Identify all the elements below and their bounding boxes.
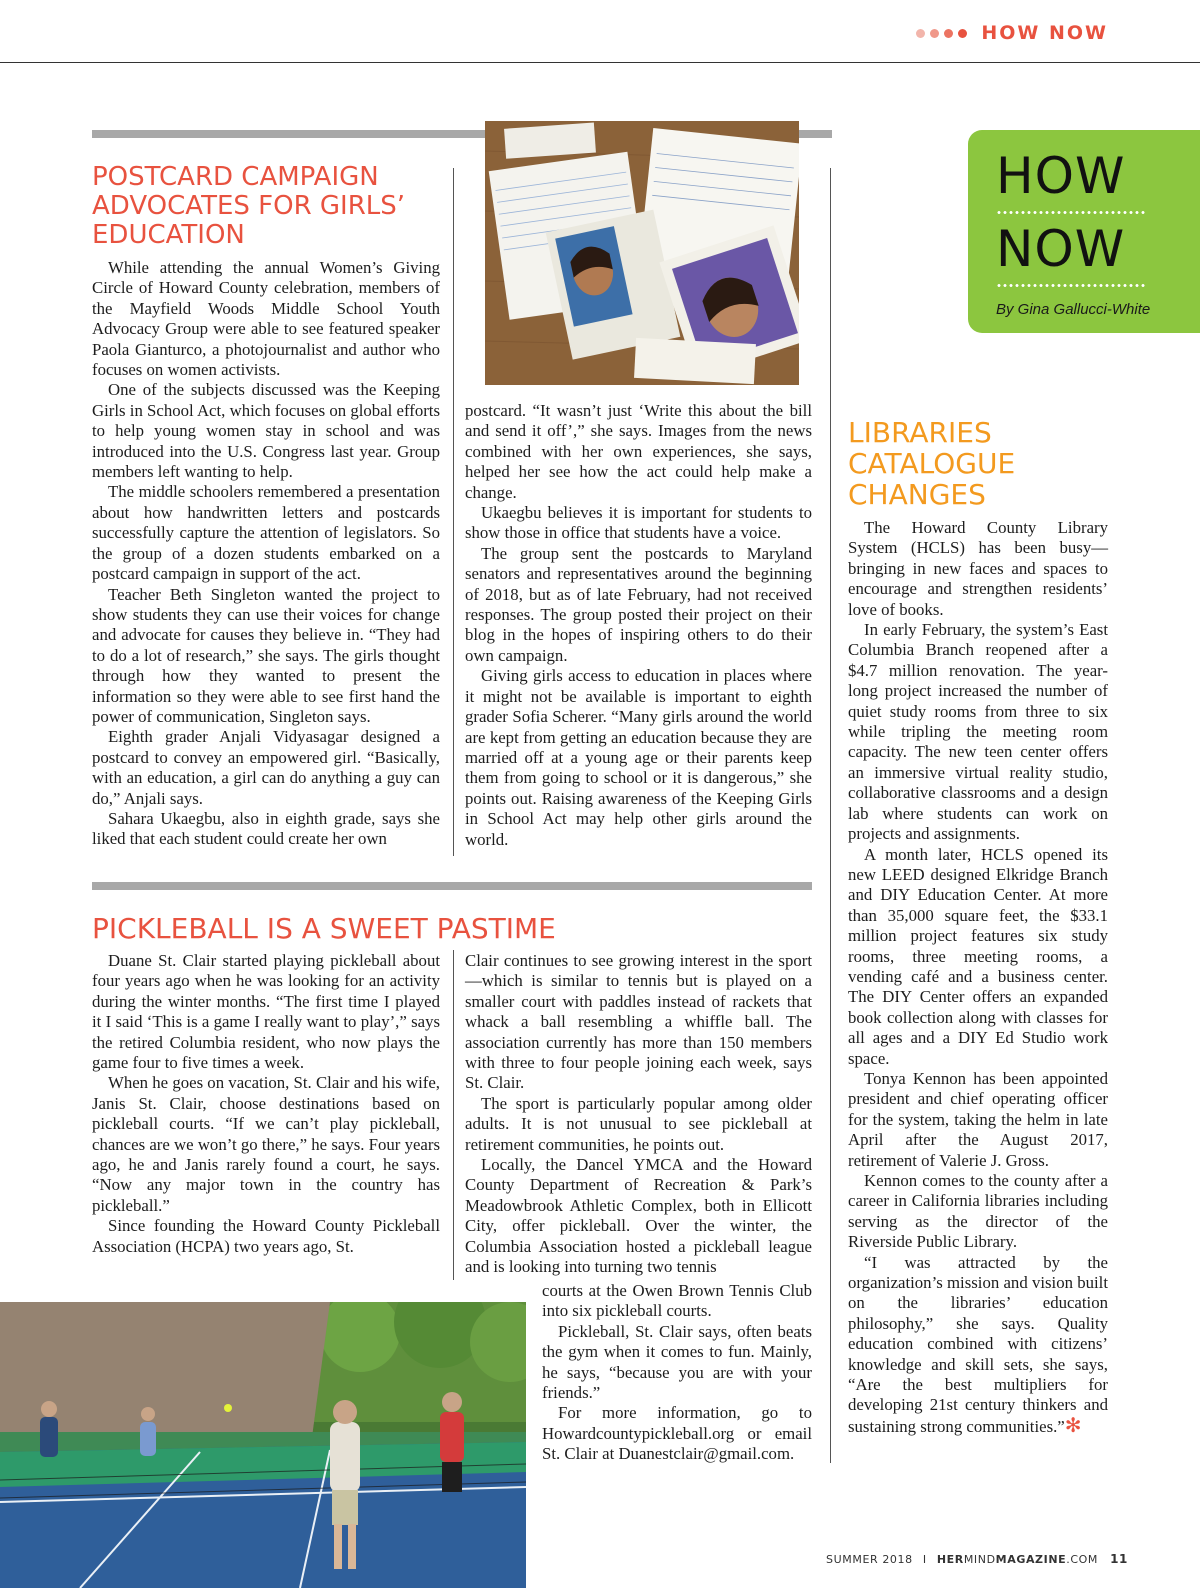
paragraph: While attending the annual Women’s Giving Circle of Howard County celebration, members of the Mayfield Woods Middle School Youth Advocacy Group were able to see featured speaker Paola Gianturco, a photojournalist and author who focuses on women activists. <box>92 258 440 380</box>
footer-site-her: HER <box>936 1553 964 1566</box>
footer-site-magazine: MAGAZINE <box>995 1553 1067 1566</box>
paragraph: The group sent the postcards to Maryland senators and representatives around the beginning of 2018, but as of late February, had not received responses. The group posted their project on their blog in the hopes of inspiring others to do their own campaign. <box>465 543 812 665</box>
pickleball-column-2 <box>465 951 812 1278</box>
paragraph: The middle schoolers remembered a presentation about how handwritten letters and postcards successfully capture the attention of legislators. So the group of a dozen students embarked on a postcard campaign in support of the act. <box>92 482 440 584</box>
paragraph: Eighth grader Anjali Vidyasagar designed a postcard to convey an empowered girl. “Basically, with an education, a girl can do anything a guy can do,” Anjali says. <box>92 727 440 808</box>
how-word: HOW <box>996 147 1126 205</box>
now-word: NOW <box>996 220 1126 278</box>
paragraph: One of the subjects discussed was the Keeping Girls in School Act, which focuses on global efforts to help young women stay in school and was introduced into the U.S. Congress last year. Group members left wanting to help. <box>92 380 440 482</box>
section-dots <box>916 29 967 38</box>
paragraph: postcard. “It wasn’t just ‘Write this about the bill and send it off’,” she says. Images from the news combined with her own experiences, she says, helped her see how the act could help make a change. <box>465 401 812 502</box>
mid-gray-rule <box>92 882 812 890</box>
paragraph-text: “I was attracted by the organization’s mission and vision built on the libraries’ education philosophy,” she says. Quality education combined with citizens’ knowledge and skill sets, she says, “Are the best multipliers for developing 21st century thinkers and sustaining strong communities.” <box>848 1252 1108 1436</box>
dot-icon <box>944 29 953 38</box>
libraries-headline <box>848 417 1128 510</box>
byline: By Gina Gallucci-White <box>996 301 1151 318</box>
paragraph: Clair continues to see growing interest in the sport—which is similar to tennis but is played on a smaller court with paddles instead of rackets that whack a ball resembling a whiffle ball. The association currently has more than 150 members with three to four people joining each week, says St. Clair. <box>465 951 812 1093</box>
paragraph: Tonya Kennon has been appointed president and chief operating officer for the system, taking the helm in late April after the August 2017, retirement of Valerie J. Gross. <box>848 1068 1108 1170</box>
paragraph: Giving girls access to education in places where it might not be available is important to eighth grader Sofia Scherer. “Many girls around the world are kept from getting an education because they are married off at a young age or their parents keep them from going to school or it is dangerous,” she points out. Raising awareness of the Keeping Girls in School Act may help other girls around the world. <box>465 666 812 849</box>
postcard-column-1 <box>92 258 440 850</box>
paragraph: Teacher Beth Singleton wanted the project to show students they can use their voices for change and advocate for causes they believe in. “They had to do a lot of research,” she says. The girls thought through how they wanted to present the information so they were able to see first hand the power of communication, Singleton says. <box>92 584 440 726</box>
paragraph: The sport is particularly popular among older adults. It is not unusual to see pickleball at retirement communities, he points out. <box>465 1093 812 1154</box>
pickleball-photo <box>0 1302 526 1588</box>
dotted-divider <box>996 211 1146 214</box>
paragraph: Ukaegbu believes it is important for students to show those in office that students have a voice. <box>465 503 812 543</box>
footer-season: SUMMER 2018 <box>826 1553 913 1566</box>
header-rule <box>0 62 1200 63</box>
how-now-box <box>968 130 1200 333</box>
postcard-headline-line: POSTCARD CAMPAIGN <box>92 162 379 192</box>
paragraph: For more information, go to Howardcountypickleball.org or email St. Clair at Duanestclair@gmail.com. <box>542 1403 812 1464</box>
paragraph: The Howard County Library System (HCLS) has been busy—bringing in new faces and spaces to encourage and strengthen residents’ love of books. <box>848 518 1108 619</box>
page-footer <box>826 1552 1128 1566</box>
paragraph: A month later, HCLS opened its new LEED designed Elkridge Branch and DIY Education Center. At more than 35,000 square feet, the $33.1 million project features six study rooms, three meeting rooms, a vending café and a business center. The DIY Center offers an expanded book collection along with classes for all ages and a DIY Ed Studio work space. <box>848 844 1108 1068</box>
end-mark-icon: ✻ <box>1064 1414 1082 1437</box>
footer-site-com: .COM <box>1066 1553 1098 1566</box>
paragraph: Sahara Ukaegbu, also in eighth grade, says she liked that each student could create her own <box>92 808 440 849</box>
postcard-column-2 <box>465 401 812 850</box>
paragraph: When he goes on vacation, St. Clair and his wife, Janis St. Clair, choose destinations based on pickleball courts. “If we can’t play pickleball, chances are we won’t go there,” he says. Four years ago, he and Janis rarely found a court, he says. “Now any major town in the country has pickleball.” <box>92 1073 440 1215</box>
column-divider <box>830 168 831 1463</box>
dot-icon <box>930 29 939 38</box>
dotted-divider <box>996 284 1146 287</box>
paragraph: Kennon comes to the county after a career in California libraries including serving as the director of the Riverside Public Library. <box>848 1171 1108 1252</box>
postcard-headline-line: ADVOCATES FOR GIRLS’ <box>92 191 406 221</box>
libraries-column <box>848 518 1108 1437</box>
footer-site-mind: MIND <box>963 1553 996 1566</box>
libraries-headline-line: CATALOGUE <box>848 447 1016 480</box>
postcard-headline-line: EDUCATION <box>92 220 245 250</box>
paragraph: Since founding the Howard County Pickleball Association (HCPA) two years ago, St. <box>92 1216 440 1256</box>
pickleball-headline: PICKLEBALL IS A SWEET PASTIME <box>92 912 556 945</box>
libraries-headline-line: LIBRARIES <box>848 416 992 449</box>
column-divider <box>453 950 454 1280</box>
section-tag-label: HOW NOW <box>981 22 1108 44</box>
paragraph: courts at the Owen Brown Tennis Club into six pickleball courts. <box>542 1281 812 1321</box>
footer-separator: I <box>922 1553 927 1566</box>
page-number: 11 <box>1110 1552 1128 1566</box>
paragraph: Locally, the Dancel YMCA and the Howard County Department of Recreation & Park’s Meadowbrook Athletic Complex, both in Ellicott City, offer pickleball. Over the winter, the Columbia Association hosted a pickleball league and is looking into turning two tennis <box>465 1155 812 1277</box>
dot-icon <box>958 29 967 38</box>
paragraph: In early February, the system’s East Columbia Branch reopened after a $4.7 million renovation. The year-long project increased the number of quiet study rooms from three to six while tripling the meeting room capacity. The new teen center offers an immersive virtual reality studio, collaborative classrooms and a design lab where students can work on projects and assignments. <box>848 620 1108 844</box>
section-tag <box>916 22 1108 44</box>
pickleball-column-2b <box>542 1281 812 1465</box>
dot-icon <box>916 29 925 38</box>
pickleball-column-1 <box>92 951 440 1257</box>
column-divider <box>453 168 454 856</box>
postcards-photo <box>485 121 799 385</box>
paragraph: Duane St. Clair started playing pickleball about four years ago when he was looking for an activity during the winter months. “The first time I played it I said ‘This is a game I really want to play’,” says the retired Columbia resident, who now plays the game four to five times a week. <box>92 951 440 1073</box>
paragraph: Pickleball, St. Clair says, often beats the gym when it comes to fun. Mainly, he says, “because you are with your friends.” <box>542 1321 812 1403</box>
libraries-headline-line: CHANGES <box>848 478 986 511</box>
paragraph <box>848 1253 1108 1438</box>
postcard-headline <box>92 163 452 250</box>
